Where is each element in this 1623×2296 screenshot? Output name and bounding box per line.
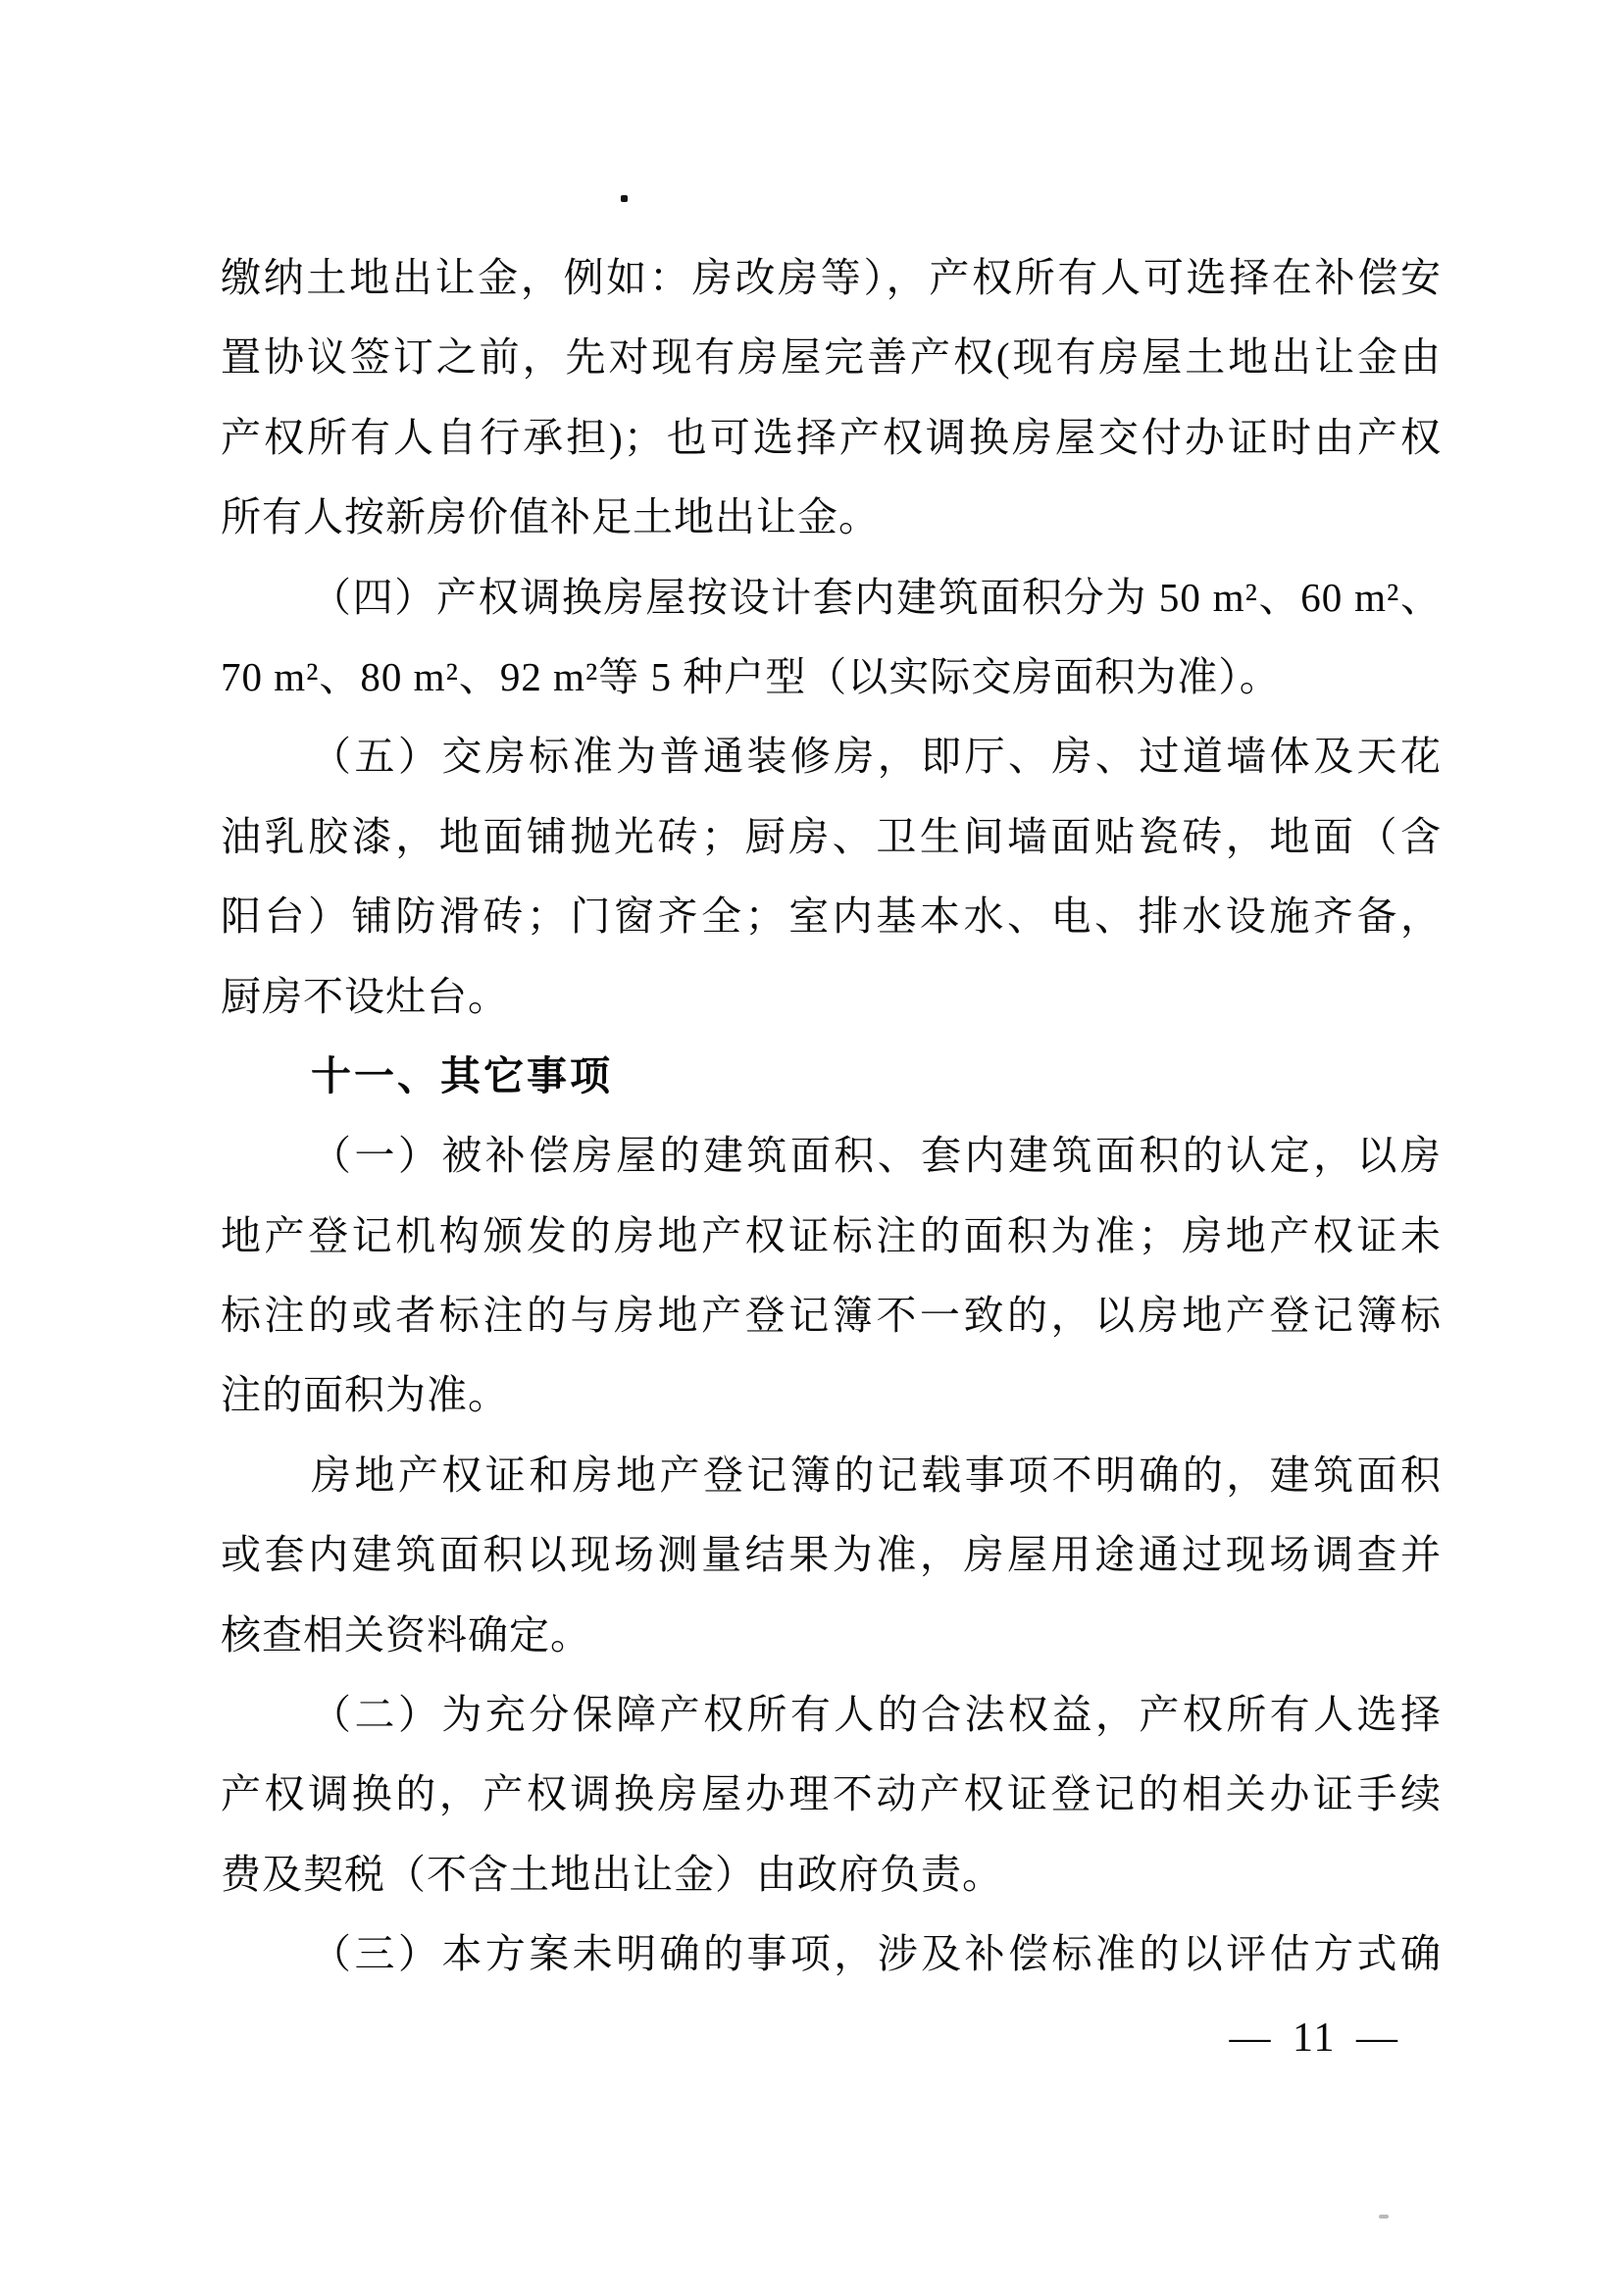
text-line: 费及契税（不含土地出让金）由政府负责。 [221,1851,1003,1897]
paragraph-item-3 [221,1914,1442,1994]
paragraph-item-2 [221,1675,1442,1914]
scan-artifact-speck-icon [1379,2215,1389,2219]
paragraph-registry-records [221,1436,1442,1675]
text-line: 标注的或者标注的与房地产登记簿不一致的，以房地产登记簿标 [221,1293,1442,1339]
text-line: （三）本方案未明确的事项，涉及补偿标准的以评估方式确 [311,1931,1442,1977]
text-line: 阳台）铺防滑砖；门窗齐全；室内基本水、电、排水设施齐备， [221,893,1442,940]
text-line: （一）被补偿房屋的建筑面积、套内建筑面积的认定，以房 [311,1133,1442,1179]
scan-artifact-dot-icon [621,195,628,202]
paragraph-item-1 [221,1116,1442,1436]
text-line: 厨房不设灶台。 [221,973,509,1019]
text-line: 地产登记机构颁发的房地产权证标注的面积为准；房地产权证未 [221,1212,1442,1258]
paragraph-continuation [221,238,1442,558]
paragraph-item-5 [221,717,1442,1037]
text-line: 或套内建筑面积以现场测量结果为准，房屋用途通过现场调查并 [221,1532,1442,1578]
section-heading-other-matters [221,1037,1442,1116]
text-line: 置协议签订之前，先对现有房屋完善产权(现有房屋土地出让金由 [221,334,1442,381]
text-line: 油乳胶漆，地面铺抛光砖；厨房、卫生间墙面贴瓷砖，地面（含 [221,813,1442,859]
text-line: 产权调换的，产权调换房屋办理不动产权证登记的相关办证手续 [221,1771,1442,1817]
text-line: 房地产权证和房地产登记簿的记载事项不明确的，建筑面积 [311,1452,1442,1498]
text-line: 核查相关资料确定。 [221,1611,591,1658]
text-line: 产权所有人自行承担)；也可选择产权调换房屋交付办证时由产权 [221,414,1442,460]
page-number: — 11 — [1229,2015,1399,2061]
paragraph-item-4 [221,558,1442,718]
text-line: 所有人按新房价值补足土地出让金。 [221,494,880,540]
text-line: 注的面积为准。 [221,1372,509,1418]
text-line: （五）交房标准为普通装修房，即厅、房、过道墙体及天花 [311,734,1442,780]
text-line: （二）为充分保障产权所有人的合法权益，产权所有人选择 [311,1692,1442,1738]
section-heading-text: 十一、其它事项 [311,1052,613,1098]
text-line: （四）产权调换房屋按设计套内建筑面积分为 50 m²、60 m²、 [311,574,1442,620]
text-line: 70 m²、80 m²、92 m²等 5 种户型（以实际交房面积为准）。 [221,653,1281,699]
document-content [221,238,1442,1995]
text-line: 缴纳土地出让金，例如：房改房等），产权所有人可选择在补偿安 [221,255,1442,300]
